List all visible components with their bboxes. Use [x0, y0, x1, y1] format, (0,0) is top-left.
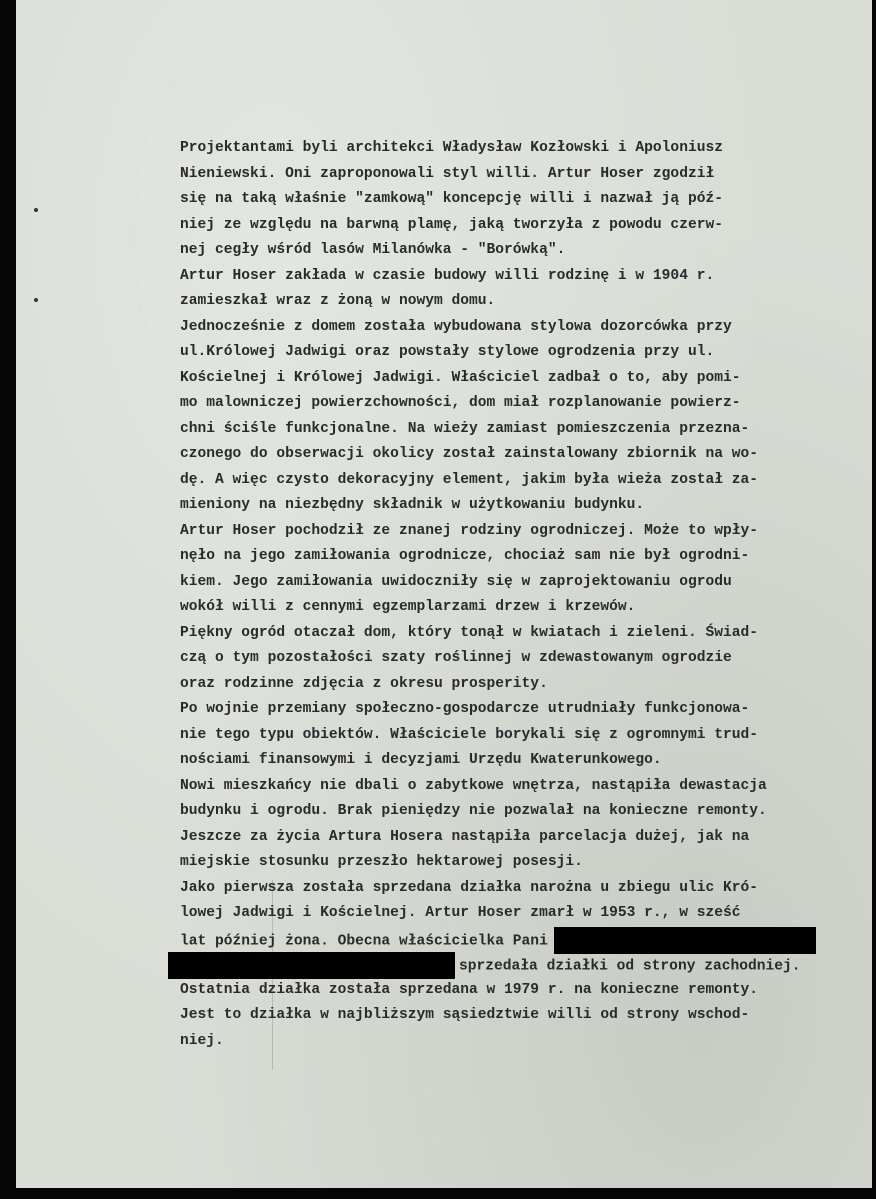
text-line: Kościelnej i Królowej Jadwigi. Właściciel zadbał o to, aby pomi- [180, 369, 741, 386]
text-line: mo malowniczej powierzchowności, dom miał rozplanowanie powierz- [180, 395, 741, 411]
text-line: zamieszkał wraz z żoną w nowym domu. [180, 293, 496, 309]
text-line: budynku i ogrodu. Brak pieniędzy nie pozwalał na konieczne remonty. [180, 803, 767, 819]
text-line: lowej Jadwigi i Kościelnej. Artur Hoser zmarł w 1953 r., w sześć [180, 905, 741, 921]
text-line-with-redaction [180, 952, 860, 978]
text-line: nościami finansowymi i decyzjami Urzędu Kwaterunkowego. [180, 752, 662, 768]
text-line: nie tego typu obiektów. Właściciele borykali się z ogromnymi trud- [180, 726, 759, 743]
text-line: kiem. Jego zamiłowania uwidoczniły się w zaprojektowaniu ogrodu [180, 573, 732, 590]
redaction-bar [168, 952, 455, 979]
text-fragment: sprzedała działki od strony zachodniej. [459, 958, 801, 975]
text-line: oraz rodzinne zdjęcia z okresu prosperity. [180, 675, 548, 692]
text-line: Artur Hoser pochodził ze znanej rodziny ogrodniczej. Może to wpły- [180, 522, 759, 539]
text-line: Nowi mieszkańcy nie dbali o zabytkowe wnętrza, nastąpiła dewastacja [180, 777, 767, 794]
text-line: Jednocześnie z domem została wybudowana stylowa dozorcówka przy [180, 318, 732, 335]
text-line: Projektantami byli architekci Władysław Kozłowski i Apoloniusz [180, 140, 723, 156]
text-line: wokół willi z cennymi egzemplarzami drzew i krzewów. [180, 599, 636, 615]
text-line: Po wojnie przemiany społeczno-gospodarcze utrudniały funkcjonowa- [180, 701, 750, 717]
text-line: czonego do obserwacji okolicy został zainstalowany zbiornik na wo- [180, 446, 759, 462]
text-line: Ostatnia działka została sprzedana w 1979 r. na konieczne remonty. [180, 981, 759, 998]
text-line: miejskie stosunku przeszło hektarowej posesji. [180, 854, 583, 870]
text-line: niej ze względu na barwną plamę, jaką tworzyła z powodu czerw- [180, 216, 723, 233]
text-line: Jeszcze za życia Artura Hosera nastąpiła parcelacja dużej, jak na [180, 828, 750, 845]
redaction-bar [554, 927, 816, 954]
text-line: czą o tym pozostałości szaty roślinnej w zdewastowanym ogrodzie [180, 650, 732, 666]
text-line: Jako pierwsza została sprzedana działka narożna u zbiegu ulic Kró- [180, 879, 759, 896]
text-line: ul.Królowej Jadwigi oraz powstały stylowe ogrodzenia przy ul. [180, 344, 715, 360]
text-line-with-redaction [180, 927, 860, 953]
text-line: Nieniewski. Oni zaproponowali styl willi. Artur Hoser zgodził [180, 165, 715, 182]
text-line: nęło na jego zamiłowania ogrodnicze, chociaż sam nie był ogrodni- [180, 548, 750, 564]
text-line: Artur Hoser zakłada w czasie budowy willi rodzinę i w 1904 r. [180, 267, 715, 284]
text-line: się na taką właśnie "zamkową" koncepcję willi i nazwał ją póź- [180, 191, 723, 207]
document-body [180, 136, 860, 1054]
text-line: nej cegły wśród lasów Milanówka - "Borówką". [180, 242, 566, 258]
text-line: niej. [180, 1032, 224, 1049]
text-line: dę. A więc czysto dekoracyjny element, jakim była wieża został za- [180, 471, 759, 488]
text-line: Jest to działka w najbliższym sąsiedztwie willi od strony wschod- [180, 1007, 750, 1023]
paper-speck [34, 208, 38, 212]
text-line: mieniony na niezbędny składnik w użytkowaniu budynku. [180, 497, 645, 513]
text-line: chni ściśle funkcjonalne. Na wieży zamiast pomieszczenia przezna- [180, 420, 750, 437]
text-fragment: lat później żona. Obecna właścicielka Pani [180, 932, 548, 949]
text-line: Piękny ogród otaczał dom, który tonął w kwiatach i zieleni. Świad- [180, 624, 759, 641]
paper-speck [34, 298, 38, 302]
